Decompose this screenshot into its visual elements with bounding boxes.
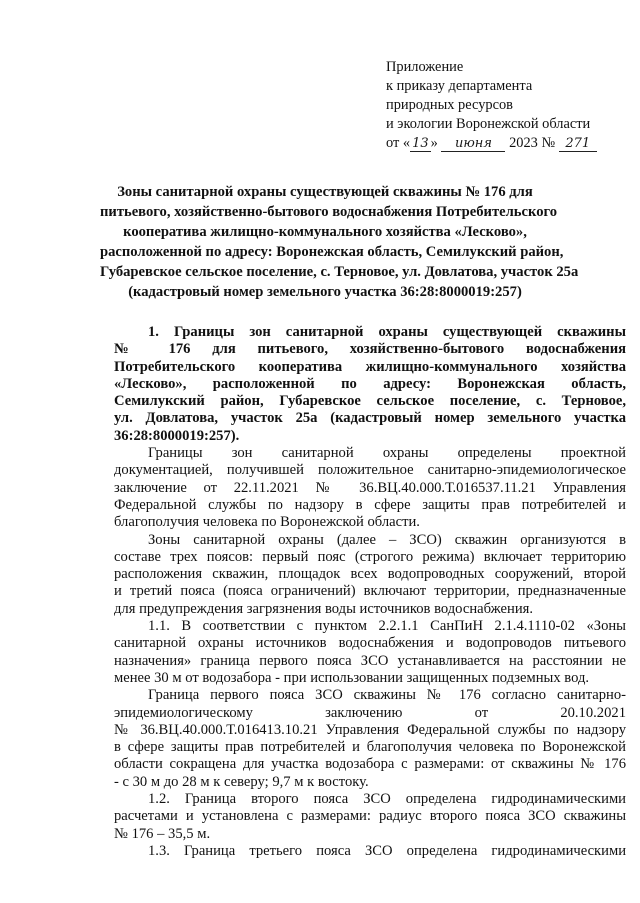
text-line: санитарной охраны источников водоснабжения и водопроводов питьевого bbox=[114, 635, 626, 652]
date-mid: » bbox=[430, 135, 438, 151]
text-line: Потребительского кооператива жилищно-коммунального хозяйства bbox=[114, 358, 626, 375]
text-line: заключение от 22.11.2021 № 36.ВЦ.40.000.Т.016537.11.21 Управления bbox=[114, 479, 626, 496]
appendix-block bbox=[386, 58, 626, 153]
date-day-handwritten: 13 bbox=[412, 136, 429, 151]
text-line: 36:28:8000019:257). bbox=[114, 427, 240, 444]
text-line: и третий пояса (пояса ограничений) включают территории, предназначенные bbox=[114, 583, 626, 600]
paragraph-zones bbox=[114, 532, 626, 618]
appendix-line: и экологии Воронежской области bbox=[386, 116, 591, 132]
text-line: № 176 – 35,5 м. bbox=[114, 825, 211, 842]
text-line: № 176 для питьевого, хозяйственно-бытового водоснабжения bbox=[114, 341, 626, 358]
text-line: «Лесково», расположенной по адресу: Воронежская область, bbox=[114, 375, 626, 392]
text-line: области сокращена для участка водозабора с размерами: от скважины № 176 bbox=[114, 756, 626, 773]
text-line: 1.3. Граница третьего пояса ЗСО определена гидродинамическими bbox=[148, 842, 626, 859]
text-line: Границы зон санитарной охраны определены проектной bbox=[148, 445, 626, 462]
paragraph-1-3 bbox=[114, 843, 626, 860]
date-year: 2023 № bbox=[509, 135, 556, 151]
text-line: для предупреждения загрязнения воды источников водоснабжения. bbox=[114, 600, 534, 617]
text-line: расчетами и установлена с размерами: радиус второго пояса ЗСО скважины bbox=[114, 808, 626, 825]
text-line: менее 30 м от водозабора - при использовании защищенных подземных вод. bbox=[114, 669, 590, 686]
title-line: (кадастровый номер земельного участка 36:28:8000019:257) bbox=[128, 284, 522, 300]
text-line: - с 30 м до 28 м к северу; 9,7 м к востоку. bbox=[114, 773, 369, 790]
paragraph-1-2 bbox=[114, 791, 626, 843]
title-line: расположенной по адресу: Воронежская область, Семилукский район, bbox=[100, 244, 564, 260]
appendix-date-line bbox=[386, 134, 626, 153]
title-line: Зоны санитарной охраны существующей скважины № 176 для bbox=[117, 184, 533, 200]
text-line: 1.1. В соответствии с пунктом 2.2.1.1 СанПиН 2.1.4.1110-02 «Зоны bbox=[148, 618, 626, 635]
document-body bbox=[114, 324, 626, 860]
text-line: Федеральной службы по надзору в сфере защиты прав потребителей и bbox=[114, 496, 626, 513]
section-1-heading bbox=[114, 324, 626, 445]
text-line: составе трех поясов: первый пояс (строгого режима) включает территорию bbox=[114, 548, 626, 565]
paragraph-1-1 bbox=[114, 618, 626, 687]
text-line: Семилукский район, Губаревское сельское поселение, с. Терновое, bbox=[114, 393, 626, 410]
title-line: кооператива жилищно-коммунального хозяйства «Лесково», bbox=[123, 224, 527, 240]
appendix-line: к приказу департамента bbox=[386, 78, 533, 94]
text-line: ул. Довлатова, участок 25а (кадастровый номер земельного участка bbox=[114, 410, 626, 427]
text-line: 1.2. Граница второго пояса ЗСО определена гидродинамическими bbox=[148, 791, 626, 808]
title-line: питьевого, хозяйственно-бытового водоснабжения Потребительского bbox=[100, 204, 558, 220]
text-line: благополучия человека по Воронежской области. bbox=[114, 514, 420, 531]
text-line: в сфере защиты прав потребителей и благополучия человека по Воронежской bbox=[114, 739, 626, 756]
title-line: Губаревское сельское поселение, с. Терновое, ул. Довлатова, участок 25а bbox=[100, 264, 579, 280]
text-line: Зоны санитарной охраны (далее – ЗСО) скважин организуются в bbox=[148, 531, 626, 548]
date-prefix: от « bbox=[386, 135, 411, 151]
text-line: документацией, получившей положительное санитарно-эпидемиологическое bbox=[114, 462, 626, 479]
paragraph-boundaries bbox=[114, 445, 626, 531]
text-line: расположения скважин, площадок всех водопроводных сооружений, второй bbox=[114, 566, 626, 583]
appendix-line: Приложение bbox=[386, 59, 464, 75]
text-line: назначения» граница первого пояса ЗСО устанавливается на расстоянии не bbox=[114, 652, 626, 669]
text-line: эпидемиологическому заключению от 20.10.2021 bbox=[114, 704, 626, 721]
document-title bbox=[100, 182, 579, 302]
appendix-line: природных ресурсов bbox=[386, 97, 513, 113]
text-line: Граница первого пояса ЗСО скважины № 176 согласно санитарно- bbox=[148, 687, 626, 704]
order-number-handwritten: 271 bbox=[559, 137, 597, 152]
text-line: № 36.ВЦ.40.000.Т.016413.10.21 Управления Федеральной службы по надзору bbox=[114, 721, 626, 738]
paragraph-first-belt bbox=[114, 687, 626, 791]
date-month-handwritten: июня bbox=[441, 137, 505, 152]
text-line: 1. Границы зон санитарной охраны существующей скважины bbox=[148, 324, 626, 340]
